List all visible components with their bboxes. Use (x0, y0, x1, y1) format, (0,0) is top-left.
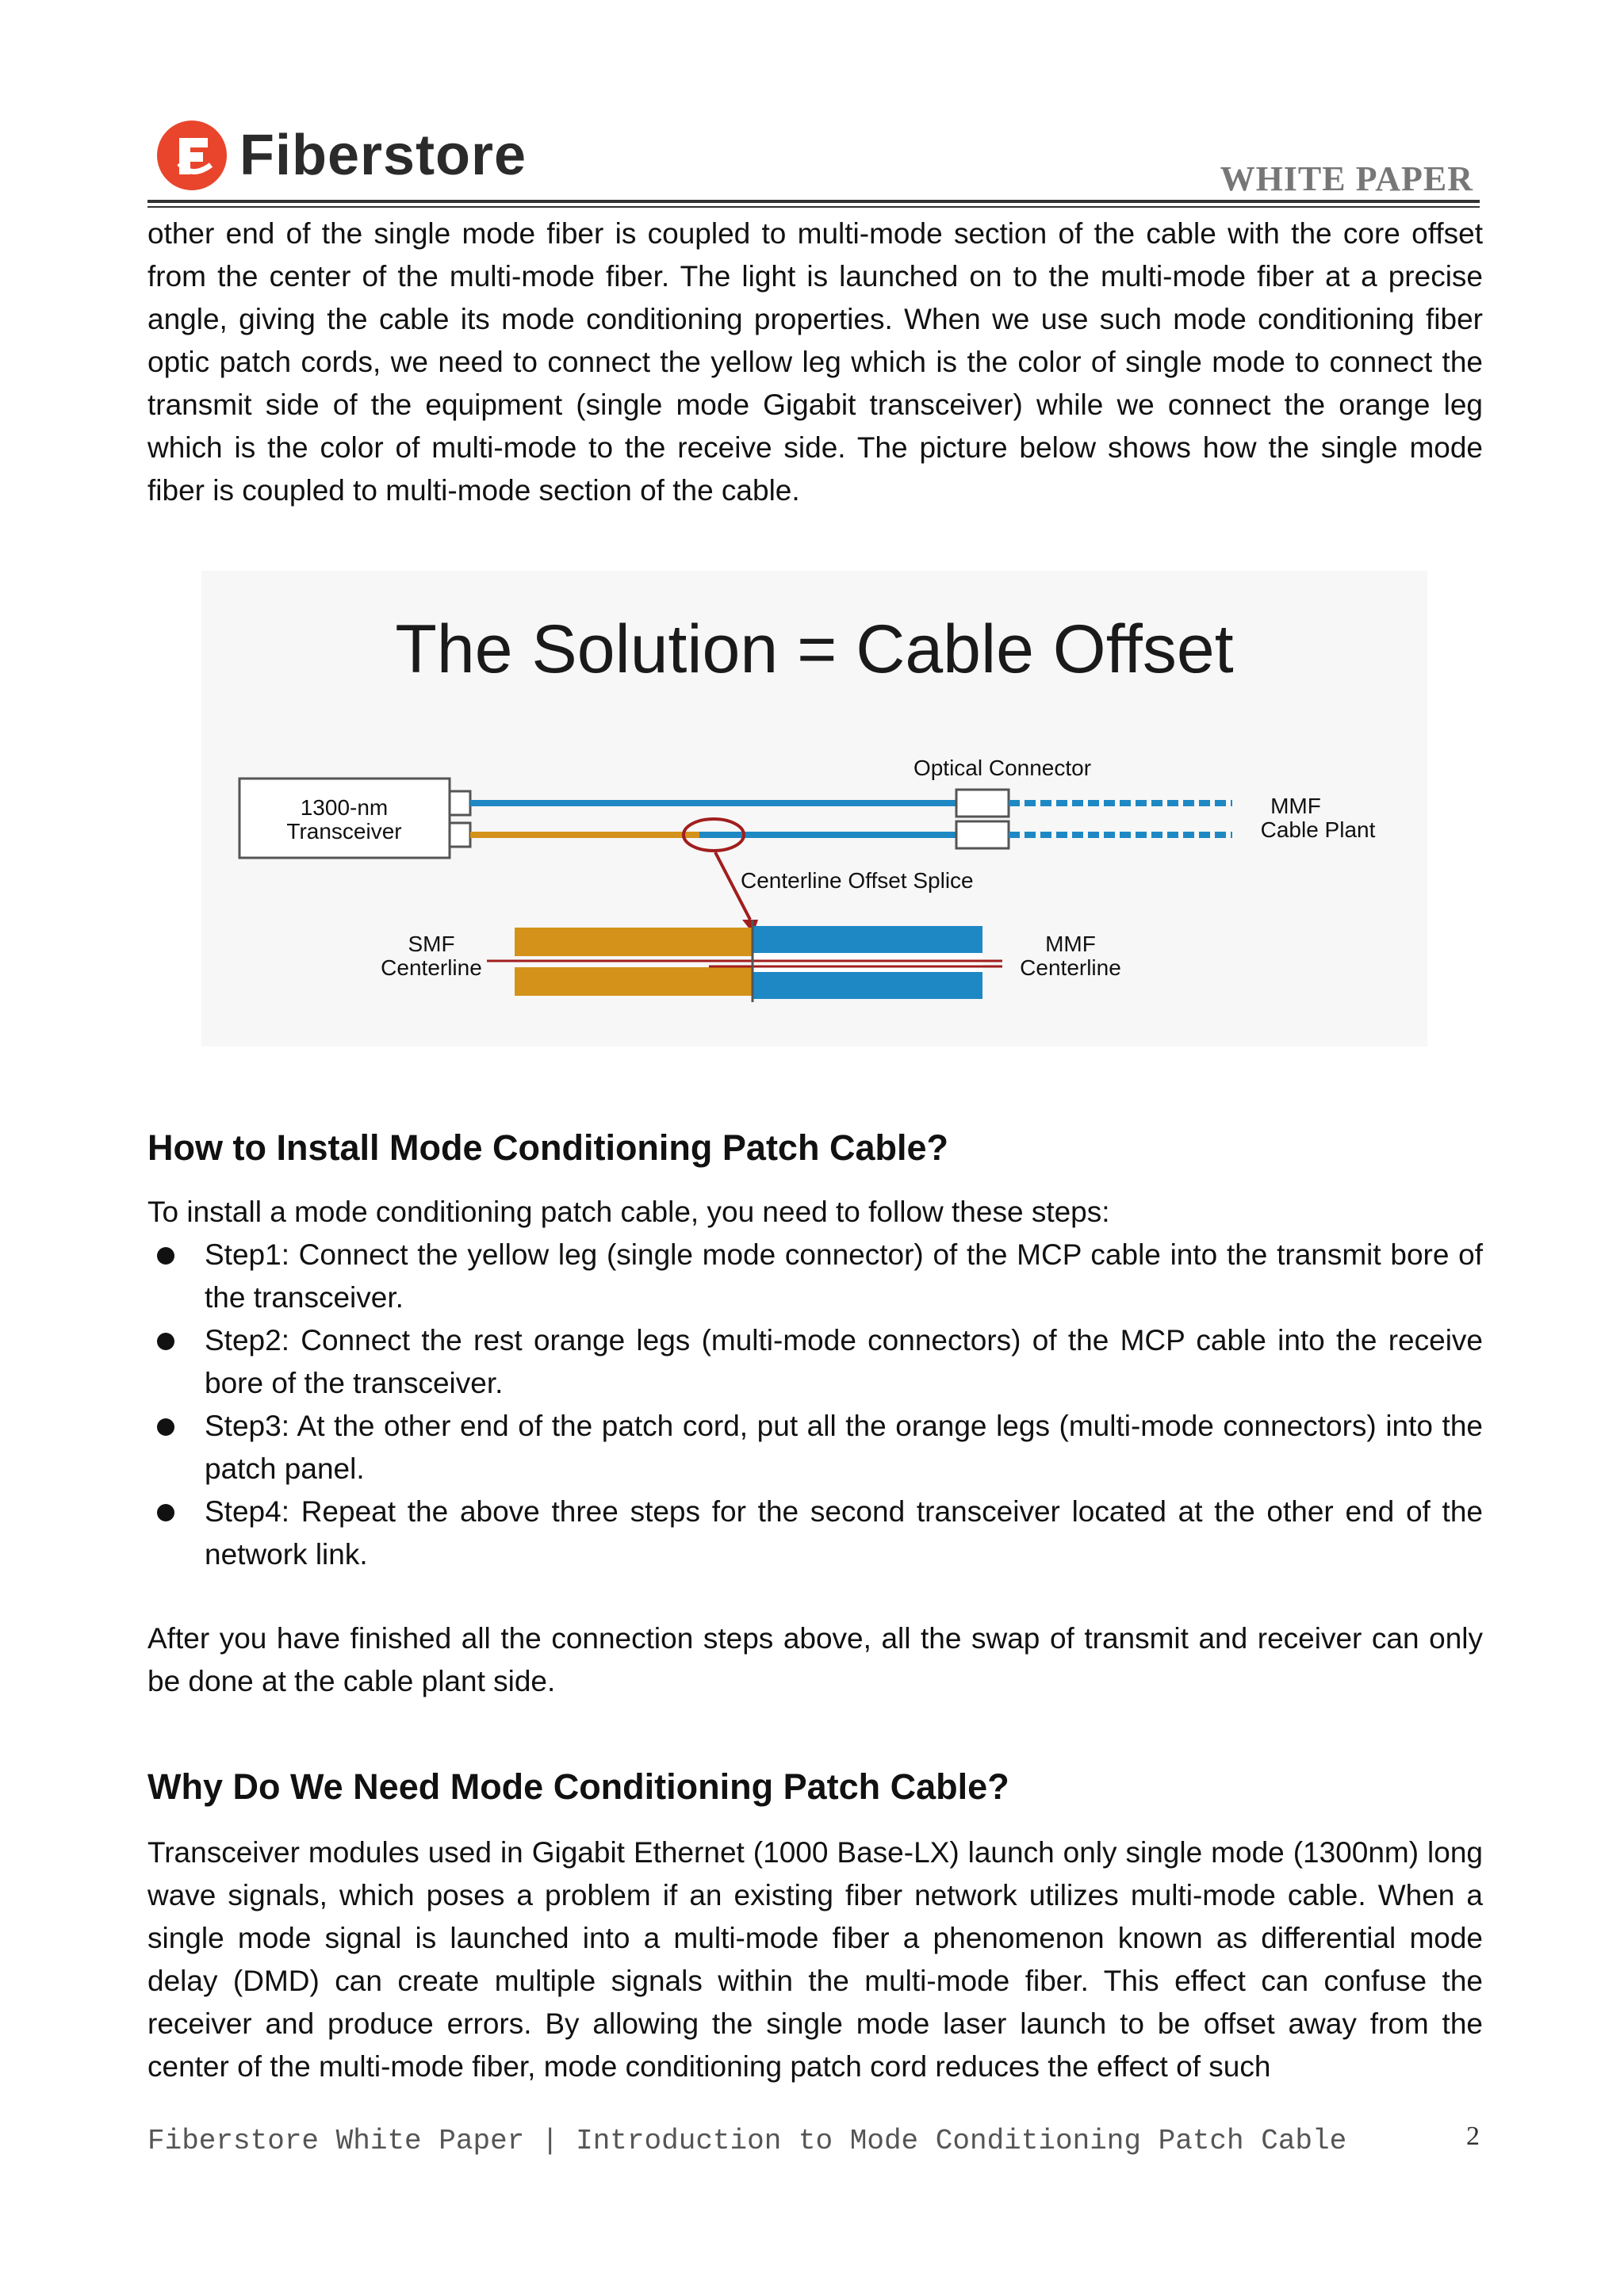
list-item (147, 1234, 1483, 1319)
cable-offset-diagram (201, 571, 1427, 1047)
smf-centerline-label-1: SMF (408, 932, 455, 956)
install-intro: To install a mode conditioning patch cable, you need to follow these steps: (147, 1196, 1110, 1228)
optical-connector-top (956, 790, 1009, 817)
cable-offset-figure (201, 571, 1427, 1047)
page-footer: Fiberstore White Paper | Introduction to Mode Conditioning Patch Cable (147, 2125, 1347, 2157)
body-paragraph: other end of the single mode fiber is coupled to multi-mode section of the cable with the core offset from the center of the multi-mode fiber. The light is launched on to the multi-mode fiber at a precise angle, giving the cable its mode conditioning properties. When we use such mode conditioning fiber optic patch cords, we need to connect the yellow leg which is the color of single mode to connect the transmit side of the equipment (single mode Gigabit transceiver) while we connect the orange leg which is the color of multi-mode to the receive side. The picture below shows how the single mode fiber is coupled to multi-mode section of the cable. (147, 217, 1483, 507)
step-text: Step2: Connect the rest orange legs (multi-mode connectors) of the MCP cable into the receive bore of the transceiver. (205, 1324, 1483, 1399)
transceiver-label-2: Transceiver (286, 819, 402, 844)
splice-label: Centerline Offset Splice (741, 868, 974, 893)
section-heading-install: How to Install Mode Conditioning Patch Cable? (147, 1127, 948, 1168)
list-item (147, 1319, 1483, 1405)
fiberstore-logo-icon (155, 119, 228, 192)
mmf-centerline-label-1: MMF (1045, 932, 1096, 956)
brand-name: Fiberstore (239, 124, 527, 187)
mmf-centerline-label-2: Centerline (1020, 955, 1121, 980)
mmf-core-bottom (753, 972, 982, 999)
install-after-paragraph: After you have finished all the connection steps above, all the swap of transmit and receiver can only be done at the cable plant side. (147, 1622, 1483, 1697)
bullet-icon (157, 1247, 174, 1265)
transceiver-port-top (450, 791, 470, 815)
step-text: Step4: Repeat the above three steps for the second transceiver located at the other end of the network link. (205, 1495, 1483, 1571)
figure-title: The Solution = Cable Offset (395, 611, 1234, 687)
page-number: 2 (1466, 2122, 1480, 2151)
mmf-plant-label-2: Cable Plant (1260, 817, 1376, 842)
transceiver-label-1: 1300-nm (300, 795, 389, 820)
bullet-icon (157, 1504, 174, 1521)
list-item (147, 1490, 1483, 1576)
list-item (147, 1405, 1483, 1490)
transceiver-port-bottom (450, 823, 470, 847)
bullet-icon (157, 1418, 174, 1436)
step-text: Step1: Connect the yellow leg (single mode connector) of the MCP cable into the transmit bore of the transceiver. (205, 1238, 1483, 1314)
header-rule-thin (147, 206, 1480, 208)
why-paragraph: Transceiver modules used in Gigabit Ethernet (1000 Base-LX) launch only single mode (1300nm) long wave signals, which poses a problem if an existing fiber network utilizes multi-mode cable. When a single mode signal is launched into a multi-mode fiber a phenomenon known as differential mode delay (DMD) can create multiple signals within the multi-mode fiber. This effect can confuse the receiver and produce errors. By allowing the single mode laser launch to be offset away from the center of the multi-mode fiber, mode conditioning patch cord reduces the effect of such (147, 1836, 1483, 2083)
document-type-label: WHITE PAPER (1220, 159, 1473, 198)
smf-centerline-label-2: Centerline (381, 955, 482, 980)
mmf-core-top (753, 926, 982, 953)
install-steps-list (147, 1234, 1483, 1576)
mmf-plant-label-1: MMF (1270, 794, 1321, 818)
section-heading-why: Why Do We Need Mode Conditioning Patch Cable? (147, 1766, 1009, 1807)
header-rule (147, 200, 1480, 203)
bullet-icon (157, 1333, 174, 1350)
mmf-core-center (753, 953, 982, 972)
optical-connector-bottom (956, 821, 1009, 848)
smf-core-bottom (515, 967, 753, 996)
smf-core-top (515, 928, 753, 956)
step-text: Step3: At the other end of the patch cord, put all the orange legs (multi-mode connectors) into the patch panel. (205, 1410, 1483, 1485)
optical-connector-label: Optical Connector (913, 756, 1092, 780)
